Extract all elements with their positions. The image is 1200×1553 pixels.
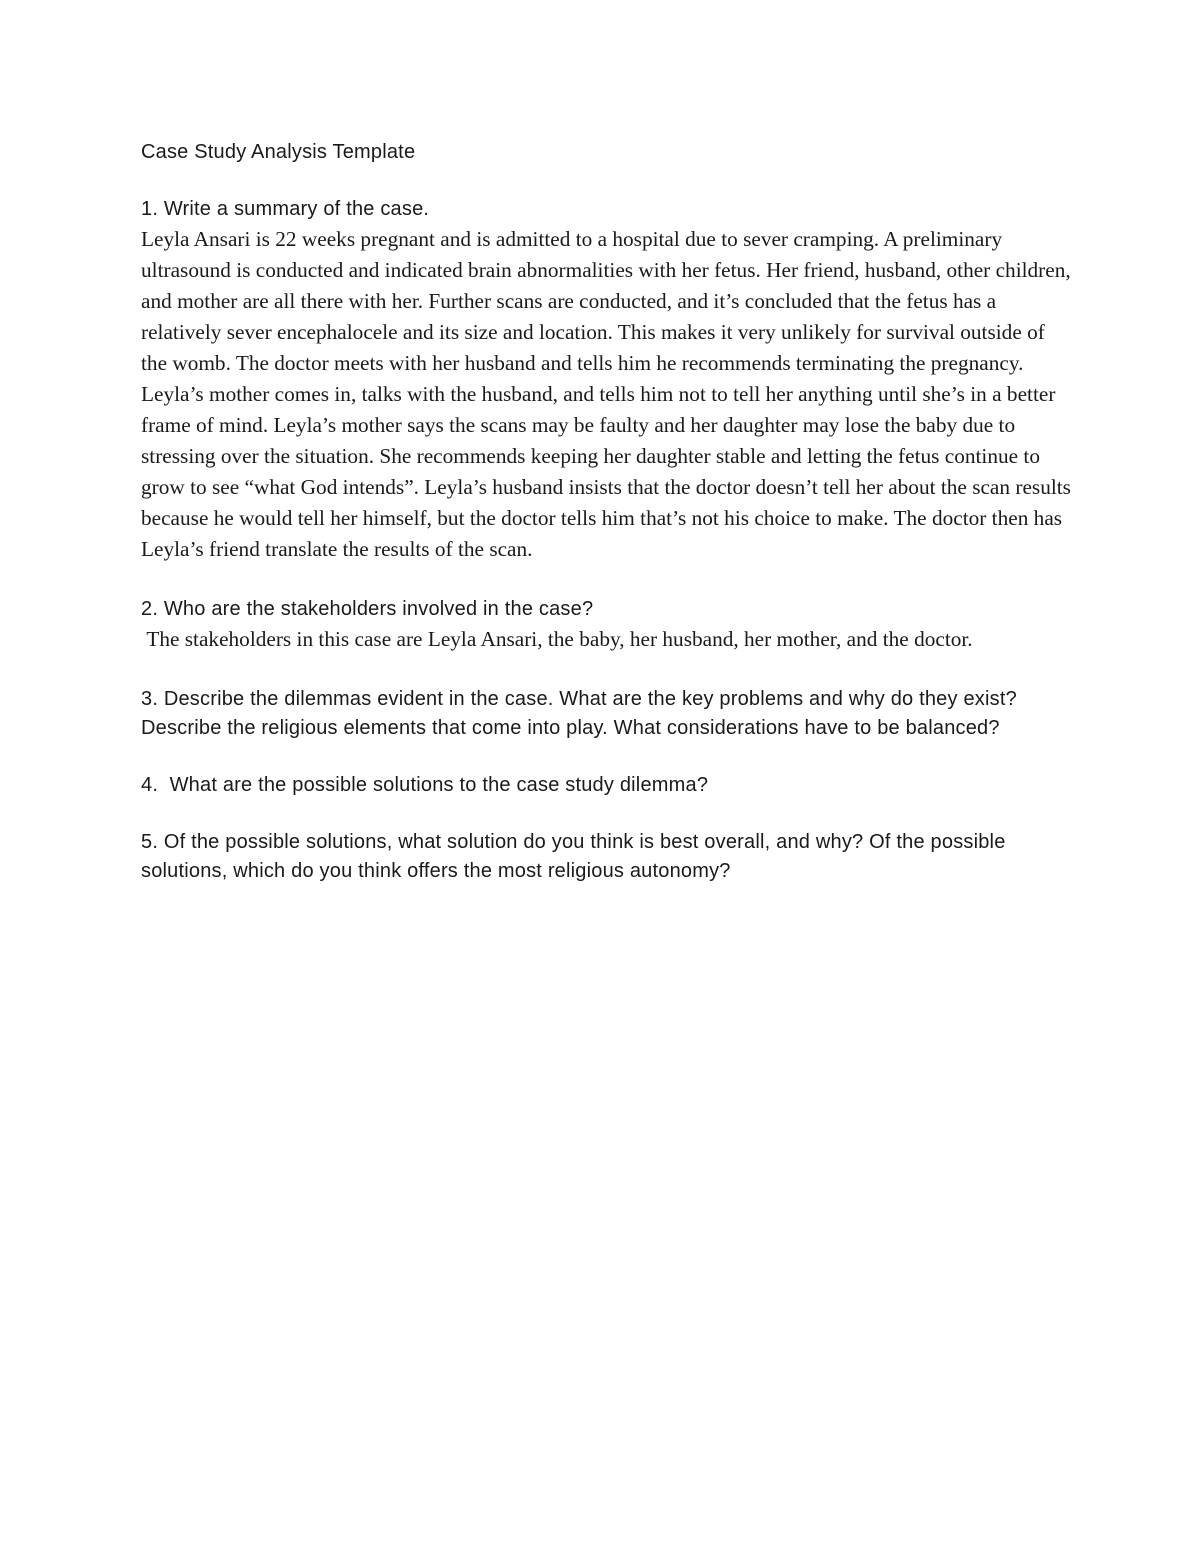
question-1: 1. Write a summary of the case. [141,198,430,220]
section-4 [141,771,1071,800]
question-4: 4. What are the possible solutions to the case study dilemma? [141,774,709,796]
question-2: 2. Who are the stakeholders involved in the case? [141,598,594,620]
section-2 [141,595,1071,655]
section-3 [141,685,1071,743]
document-body [141,138,1071,916]
section-1 [141,195,1071,565]
answer-1: Leyla Ansari is 22 weeks pregnant and is admitted to a hospital due to sever cramping. A preliminary ultrasound is conducted and indicated brain abnormalities with her fetus. Her friend, husband, other children, and mother are all there with her. Further scans are conducted, and it’s concluded that the fetus has a relatively sever encephalocele and its size and location. This makes it very unlikely for survival outside of the womb. The doctor meets with her husband and tells him he recommends terminating the pregnancy. Leyla’s mother comes in, talks with the husband, and tells him not to tell her anything until she’s in a better frame of mind. Leyla’s mother says the scans may be faulty and her daughter may lose the baby due to stressing over the situation. She recommends keeping her daughter stable and letting the fetus continue to grow to see “what God intends”. Leyla’s husband insists that the doctor doesn’t tell her about the scan results because he would tell her himself, but the doctor tells him that’s not his choice to make. The doctor then has Leyla’s friend translate the results of the scan. [141,227,1071,561]
question-5: 5. Of the possible solutions, what solution do you think is best overall, and why? Of the possible solutions, which do you think offers the most religious autonomy? [141,831,1006,882]
document-title: Case Study Analysis Template [141,141,416,163]
answer-2: The stakeholders in this case are Leyla Ansari, the baby, her husband, her mother, and the doctor. [141,627,973,651]
section-5 [141,828,1071,886]
question-3: 3. Describe the dilemmas evident in the case. What are the key problems and why do they exist? Describe the religious elements that come into play. What considerations have to be balanced? [141,688,1017,739]
